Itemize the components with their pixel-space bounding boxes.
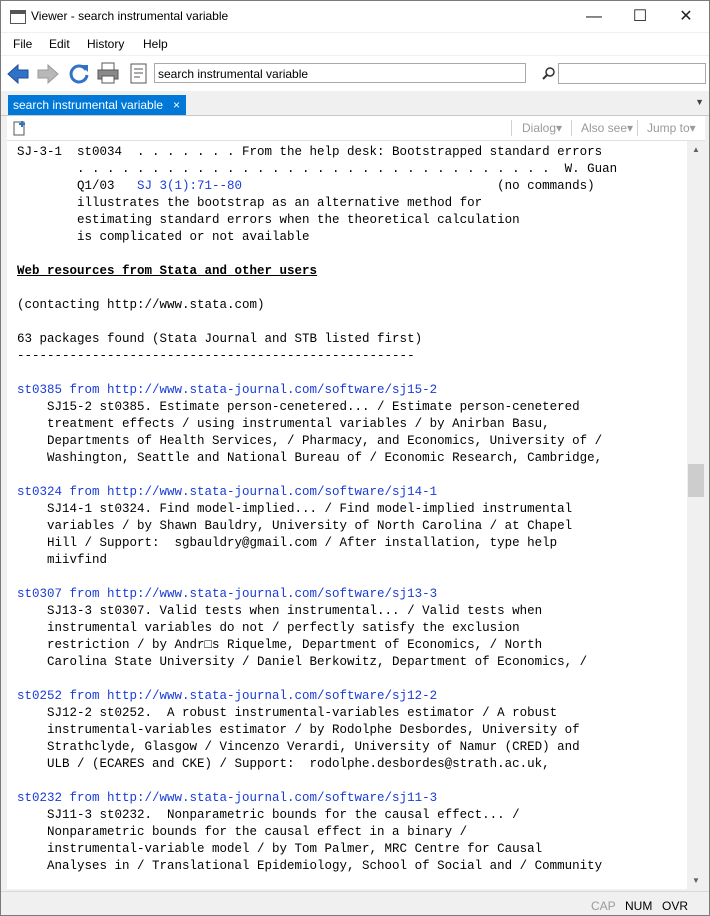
back-arrow-icon[interactable] — [6, 62, 30, 86]
dialog-dropdown[interactable]: Dialog▾ — [522, 121, 563, 135]
package-desc-line: treatment effects / using instrumental variables / by Anirban Basu, — [17, 417, 550, 431]
refresh-icon[interactable] — [67, 62, 91, 86]
tab-bar — [1, 93, 709, 116]
packages-found: 63 packages found (Stata Journal and STB listed first) — [17, 332, 423, 346]
package-desc-line: SJ12-2 st0252. A robust instrumental-variables estimator / A robust — [17, 706, 558, 720]
tab-label: search instrumental variable — [13, 98, 164, 112]
sj-no-commands: (no commands) — [242, 179, 595, 193]
package-desc-line: variables / by Shawn Bauldry, University of North Carolina / at Chapel — [17, 519, 573, 533]
package-desc-line: instrumental variables do not / perfectly satisfy the exclusion — [17, 621, 520, 635]
toolbar-separator — [637, 120, 638, 136]
package-link-st0252[interactable]: st0252 from http://www.stata-journal.com/software/sj12-2 — [17, 689, 438, 703]
package-link-st0232[interactable]: st0232 from http://www.stata-journal.com/software/sj11-3 — [17, 791, 438, 805]
maximize-button[interactable]: ☐ — [632, 8, 648, 25]
package-desc-line: Nonparametric bounds for the causal effect in a binary / — [17, 825, 468, 839]
package-desc-line: Strathclyde, Glasgow / Vincenzo Verardi, University of Namur (CRED) and — [17, 740, 580, 754]
caps-lock-indicator: CAP — [591, 899, 616, 913]
package-desc-line: Analyses in / Translational Epidemiology, School of Social and / Community — [17, 859, 603, 873]
package-desc-line: SJ11-3 st0232. Nonparametric bounds for the causal effect... / — [17, 808, 520, 822]
toolbar-separator — [511, 120, 512, 136]
close-button[interactable]: ✕ — [679, 8, 693, 25]
title-bar — [1, 1, 709, 32]
find-magnifier-icon[interactable] — [541, 66, 557, 82]
sj-desc-line: estimating standard errors when the theoretical calculation — [17, 213, 520, 227]
tab-close-icon[interactable]: × — [172, 98, 180, 112]
package-desc-line: Washington, Seattle and National Bureau of / Economic Research, Cambridge, — [17, 451, 603, 465]
package-link-st0385[interactable]: st0385 from http://www.stata-journal.com/software/sj15-2 — [17, 383, 438, 397]
contacting-status: (contacting http://www.stata.com) — [17, 298, 265, 312]
print-icon[interactable] — [96, 61, 120, 85]
sj-entry-line2: . . . . . . . . . . . . . . . . . . . . . . . . . . . . . . . . W. Guan — [17, 162, 618, 176]
also-see-dropdown[interactable]: Also see▾ — [581, 121, 634, 135]
tab-search-instrumental-variable[interactable] — [8, 95, 186, 115]
viewer-app-icon — [10, 10, 26, 24]
divider-rule: ----------------------------------------------------- — [17, 349, 415, 363]
package-link-st0324[interactable]: st0324 from http://www.stata-journal.com/software/sj14-1 — [17, 485, 438, 499]
sj-entry-line1: SJ-3-1 st0034 . . . . . . . From the help desk: Bootstrapped standard errors — [17, 145, 603, 159]
minimize-button[interactable]: — — [586, 8, 602, 25]
command-input[interactable]: search instrumental variable — [154, 63, 526, 83]
viewer-content — [7, 141, 687, 889]
window-title: Viewer - search instrumental variable — [31, 9, 229, 23]
tab-list-dropdown-icon[interactable]: ▼ — [695, 97, 704, 107]
num-lock-indicator: NUM — [625, 899, 653, 913]
package-desc-line: SJ13-3 st0307. Valid tests when instrumental... / Valid tests when — [17, 604, 543, 618]
package-desc-line: Hill / Support: sgbauldry@gmail.com / After installation, type help — [17, 536, 558, 550]
scroll-down-icon[interactable]: ▼ — [692, 876, 700, 885]
find-input[interactable] — [558, 63, 706, 84]
package-desc-line: restriction / by Andr□s Riquelme, Department of Economics, / North — [17, 638, 543, 652]
jump-to-dropdown[interactable]: Jump to▾ — [647, 121, 696, 135]
menu-file[interactable]: File — [13, 37, 33, 51]
sj-citation-link[interactable]: SJ 3(1):71--80 — [137, 179, 243, 193]
package-link-st0307[interactable]: st0307 from http://www.stata-journal.com/software/sj13-3 — [17, 587, 438, 601]
package-desc-line: Carolina State University / Daniel Berkowitz, Department of Economics, / — [17, 655, 588, 669]
menu-help[interactable]: Help — [143, 37, 168, 51]
search-log-icon[interactable] — [127, 61, 151, 85]
overwrite-indicator: OVR — [662, 899, 689, 913]
toolbar-separator — [571, 120, 572, 136]
package-desc-line: Departments of Health Services, / Pharmacy, and Economics, University of / — [17, 434, 603, 448]
web-resources-heading: Web resources from Stata and other users — [17, 264, 318, 278]
package-desc-line: instrumental-variables estimator / by Rodolphe Desbordes, University of — [17, 723, 580, 737]
scrollbar-thumb[interactable] — [688, 464, 704, 497]
vertical-scrollbar[interactable] — [687, 141, 705, 889]
menu-history[interactable]: History — [87, 37, 125, 51]
scroll-up-icon[interactable]: ▲ — [692, 145, 700, 154]
menu-edit[interactable]: Edit — [49, 37, 70, 51]
sj-desc-line: is complicated or not available — [17, 230, 310, 244]
status-bar — [1, 891, 709, 916]
package-desc-line: ULB / (ECARES and CKE) / Support: rodolphe.desbordes@strath.ac.uk, — [17, 757, 550, 771]
package-desc-line: instrumental-variable model / by Tom Palmer, MRC Centre for Causal — [17, 842, 543, 856]
package-desc-line: SJ15-2 st0385. Estimate person-cenetered... / Estimate person-cenetered — [17, 400, 580, 414]
forward-arrow-icon[interactable] — [36, 62, 60, 86]
new-document-icon[interactable] — [13, 120, 27, 136]
document-toolbar — [7, 116, 705, 141]
sj-desc-line: illustrates the bootstrap as an alternative method for — [17, 196, 483, 210]
sj-entry-issue: Q1/03 — [17, 179, 138, 193]
package-desc-line: SJ14-1 st0324. Find model-implied... / Find model-implied instrumental — [17, 502, 573, 516]
package-desc-line: miivfind — [17, 553, 108, 567]
menu-bar — [1, 33, 709, 55]
help-text — [17, 144, 617, 875]
